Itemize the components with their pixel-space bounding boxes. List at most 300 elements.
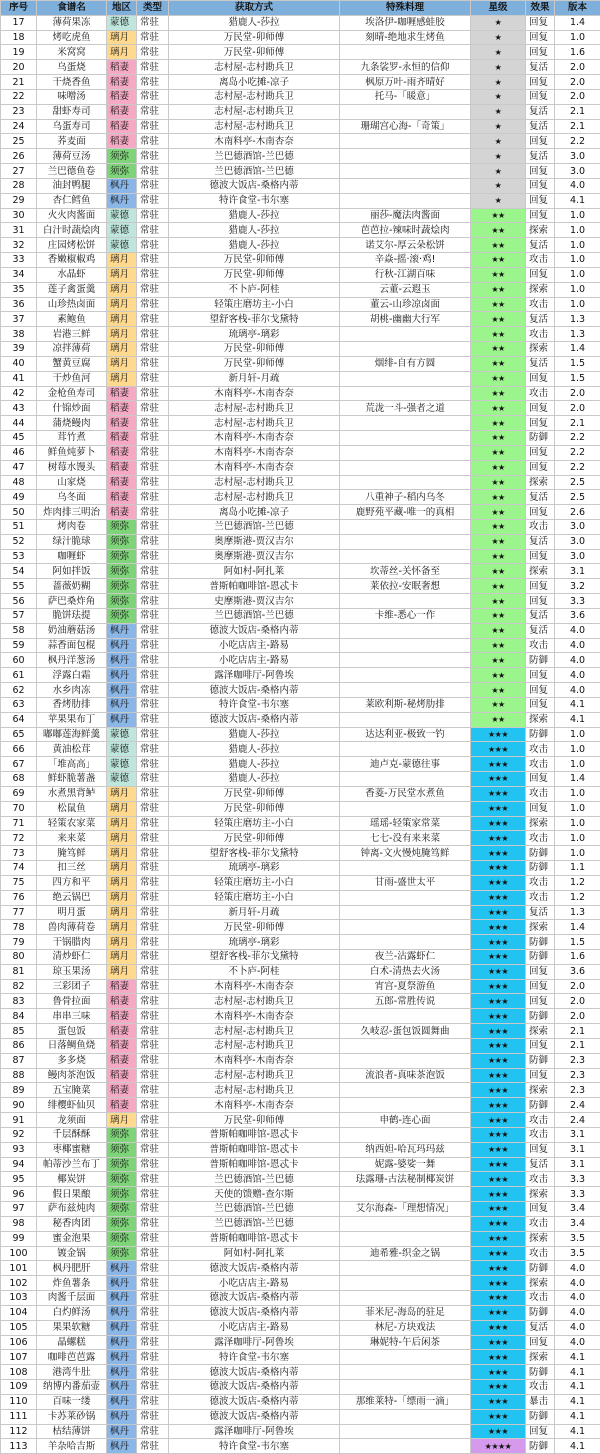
- region-cell: 稻妻: [107, 416, 137, 431]
- row-index: 69: [1, 786, 37, 801]
- table-row: [1, 1202, 600, 1217]
- effect-cell: 探索: [526, 712, 555, 727]
- source-cell: 奥摩斯港-贾汉吉尔: [169, 534, 340, 549]
- table-row: [1, 475, 600, 490]
- type-cell: 常驻: [137, 401, 169, 416]
- recipe-name: 羊杂哈吉斯: [37, 1439, 107, 1454]
- effect-cell: 回复: [526, 75, 555, 90]
- version-cell: 1.4: [555, 772, 600, 787]
- special-dish-cell: [340, 1098, 471, 1113]
- star-rating-cell: ★: [471, 119, 526, 134]
- recipe-name: 萨布兹炖肉: [37, 1202, 107, 1217]
- special-dish-cell: 达达利亚-极致一钓: [340, 727, 471, 742]
- effect-cell: 探索: [526, 920, 555, 935]
- effect-cell: 复活: [526, 1157, 555, 1172]
- star-rating-cell: ★★: [471, 534, 526, 549]
- special-dish-cell: [340, 193, 471, 208]
- type-cell: 常驻: [137, 1380, 169, 1395]
- effect-cell: 攻击: [526, 1246, 555, 1261]
- region-cell: 蒙德: [107, 15, 137, 30]
- star-rating-cell: ★★: [471, 475, 526, 490]
- special-dish-cell: [340, 416, 471, 431]
- source-cell: 万民堂-卯师傅: [169, 30, 340, 45]
- table-row: [1, 875, 600, 890]
- table-row: [1, 579, 600, 594]
- table-row: [1, 1113, 600, 1128]
- table-row: [1, 668, 600, 683]
- region-cell: 稻妻: [107, 979, 137, 994]
- special-dish-cell: [340, 1380, 471, 1395]
- type-cell: 常驻: [137, 1142, 169, 1157]
- special-dish-cell: 七七-没有来来菜: [340, 831, 471, 846]
- version-cell: 1.0: [555, 801, 600, 816]
- special-dish-cell: 申鹤-连心面: [340, 1113, 471, 1128]
- source-cell: 兰巴德酒馆-兰巴德: [169, 1202, 340, 1217]
- row-index: 77: [1, 905, 37, 920]
- table-row: [1, 831, 600, 846]
- recipe-name: 枣椰蜜糖: [37, 1142, 107, 1157]
- table-row: [1, 1350, 600, 1365]
- effect-cell: 攻击: [526, 1172, 555, 1187]
- special-dish-cell: 鹿野苑平藏-唯一的真相: [340, 505, 471, 520]
- special-dish-cell: 白术-清热去火汤: [340, 964, 471, 979]
- source-cell: 志村屋-志村勘兵卫: [169, 89, 340, 104]
- star-rating-cell: ★★: [471, 490, 526, 505]
- row-index: 101: [1, 1261, 37, 1276]
- region-cell: 稻妻: [107, 1068, 137, 1083]
- version-cell: 2.0: [555, 60, 600, 75]
- effect-cell: 攻击: [526, 386, 555, 401]
- region-cell: 枫丹: [107, 712, 137, 727]
- source-cell: 志村屋-志村勘兵卫: [169, 416, 340, 431]
- recipe-name: 薄荷果冻: [37, 15, 107, 30]
- row-index: 61: [1, 668, 37, 683]
- row-index: 70: [1, 801, 37, 816]
- type-cell: 常驻: [137, 653, 169, 668]
- type-cell: 常驻: [137, 104, 169, 119]
- type-cell: 常驻: [137, 727, 169, 742]
- recipe-name: 山珍热卤面: [37, 297, 107, 312]
- recipe-name: 鳗肉茶泡饭: [37, 1068, 107, 1083]
- recipe-name: 兰巴德鱼卷: [37, 164, 107, 179]
- source-cell: 志村屋-志村勘兵卫: [169, 475, 340, 490]
- effect-cell: 复活: [526, 104, 555, 119]
- star-rating-cell: ★★★: [471, 1113, 526, 1128]
- effect-cell: 回复: [526, 134, 555, 149]
- effect-cell: 防御: [526, 1261, 555, 1276]
- source-cell: 兰巴德酒馆-兰巴德: [169, 164, 340, 179]
- table-row: [1, 1335, 600, 1350]
- version-cell: 2.5: [555, 490, 600, 505]
- special-dish-cell: [340, 1083, 471, 1098]
- region-cell: 稻妻: [107, 431, 137, 446]
- type-cell: 常驻: [137, 1261, 169, 1276]
- special-dish-cell: 五郎-常胜传说: [340, 994, 471, 1009]
- star-rating-cell: ★★★: [471, 1038, 526, 1053]
- star-rating-cell: ★★: [471, 564, 526, 579]
- recipe-name: 镀金锅: [37, 1246, 107, 1261]
- effect-cell: 探索: [526, 1083, 555, 1098]
- source-cell: 普斯帕咖啡馆-恩忒卡: [169, 1127, 340, 1142]
- effect-cell: 回复: [526, 89, 555, 104]
- star-rating-cell: ★★: [471, 519, 526, 534]
- special-dish-cell: [340, 1276, 471, 1291]
- effect-cell: 探索: [526, 1187, 555, 1202]
- version-cell: 1.5: [555, 935, 600, 950]
- table-row: [1, 238, 600, 253]
- row-index: 89: [1, 1083, 37, 1098]
- star-rating-cell: ★★★: [471, 1068, 526, 1083]
- recipe-name: 浮露白霜: [37, 668, 107, 683]
- recipe-name: 纳博内番茄壶: [37, 1380, 107, 1395]
- star-rating-cell: ★★★: [471, 875, 526, 890]
- effect-cell: 回复: [526, 445, 555, 460]
- row-index: 41: [1, 371, 37, 386]
- effect-cell: 攻击: [526, 875, 555, 890]
- recipe-name: 味噌汤: [37, 89, 107, 104]
- row-index: 97: [1, 1202, 37, 1217]
- row-index: 76: [1, 890, 37, 905]
- special-dish-cell: 辛焱-摇·滚·鸡!: [340, 253, 471, 268]
- row-index: 44: [1, 416, 37, 431]
- table-row: [1, 1053, 600, 1068]
- version-cell: 1.0: [555, 831, 600, 846]
- star-rating-cell: ★★★: [471, 1409, 526, 1424]
- table-row: [1, 712, 600, 727]
- table-row: [1, 994, 600, 1009]
- table-row: [1, 30, 600, 45]
- special-dish-cell: 荒泷一斗-强者之道: [340, 401, 471, 416]
- special-dish-cell: 香菱-万民堂水煮鱼: [340, 786, 471, 801]
- region-cell: 枫丹: [107, 1261, 137, 1276]
- recipe-name: 轻策农家菜: [37, 816, 107, 831]
- row-index: 27: [1, 164, 37, 179]
- version-cell: 4.0: [555, 683, 600, 698]
- effect-cell: 回复: [526, 460, 555, 475]
- recipe-name: 乌蛋寿司: [37, 119, 107, 134]
- row-index: 33: [1, 253, 37, 268]
- region-cell: 璃月: [107, 45, 137, 60]
- type-cell: 常驻: [137, 638, 169, 653]
- star-rating-cell: ★★★: [471, 831, 526, 846]
- recipe-name: 树莓水馒头: [37, 460, 107, 475]
- special-dish-cell: 行秋-江湖百味: [340, 267, 471, 282]
- type-cell: 常驻: [137, 490, 169, 505]
- effect-cell: 攻击: [526, 742, 555, 757]
- effect-cell: 回复: [526, 683, 555, 698]
- table-row: [1, 801, 600, 816]
- region-cell: 璃月: [107, 920, 137, 935]
- star-rating-cell: ★★★: [471, 920, 526, 935]
- source-cell: 小吃店店主-路易: [169, 1276, 340, 1291]
- row-index: 81: [1, 964, 37, 979]
- special-dish-cell: 妮露-婆娑一舞: [340, 1157, 471, 1172]
- star-rating-cell: ★★: [471, 460, 526, 475]
- type-cell: 常驻: [137, 1009, 169, 1024]
- row-index: 95: [1, 1172, 37, 1187]
- type-cell: 常驻: [137, 579, 169, 594]
- table-row: [1, 460, 600, 475]
- type-cell: 常驻: [137, 208, 169, 223]
- type-cell: 常驻: [137, 1053, 169, 1068]
- star-rating-cell: ★★★: [471, 1261, 526, 1276]
- special-dish-cell: [340, 371, 471, 386]
- star-rating-cell: ★★: [471, 401, 526, 416]
- special-dish-cell: 烟绯-自有方圆: [340, 356, 471, 371]
- type-cell: 常驻: [137, 861, 169, 876]
- recipe-name: 岩港三鲜: [37, 327, 107, 342]
- effect-cell: 探索: [526, 342, 555, 357]
- star-rating-cell: ★★★: [471, 979, 526, 994]
- special-dish-cell: 珊瑚宫心海-「奇策」: [340, 119, 471, 134]
- table-row: [1, 445, 600, 460]
- star-rating-cell: ★★: [471, 208, 526, 223]
- source-cell: 琉璃亭-璃彩: [169, 935, 340, 950]
- special-dish-cell: 董云-山珍凉卤面: [340, 297, 471, 312]
- region-cell: 稻妻: [107, 386, 137, 401]
- effect-cell: 复活: [526, 905, 555, 920]
- effect-cell: 回复: [526, 505, 555, 520]
- source-cell: 轻策庄磨坊主-小白: [169, 890, 340, 905]
- star-rating-cell: ★★★: [471, 1231, 526, 1246]
- recipe-name: 椰炭饼: [37, 1172, 107, 1187]
- table-row: [1, 149, 600, 164]
- row-index: 82: [1, 979, 37, 994]
- table-row: [1, 1394, 600, 1409]
- star-rating-cell: ★★: [471, 342, 526, 357]
- row-index: 52: [1, 534, 37, 549]
- region-cell: 璃月: [107, 846, 137, 861]
- table-row: [1, 75, 600, 90]
- table-row: [1, 816, 600, 831]
- region-cell: 枫丹: [107, 1335, 137, 1350]
- effect-cell: 攻击: [526, 1113, 555, 1128]
- type-cell: 常驻: [137, 772, 169, 787]
- table-row: [1, 757, 600, 772]
- region-cell: 枫丹: [107, 193, 137, 208]
- star-rating-cell: ★★★: [471, 1365, 526, 1380]
- row-index: 98: [1, 1216, 37, 1231]
- star-rating-cell: ★★★: [471, 742, 526, 757]
- effect-cell: 回复: [526, 1068, 555, 1083]
- table-row: [1, 45, 600, 60]
- source-cell: 志村屋-志村勘兵卫: [169, 104, 340, 119]
- row-index: 54: [1, 564, 37, 579]
- source-cell: 猎鹿人-莎拉: [169, 757, 340, 772]
- source-cell: 德波大饭店-桑格内蒂: [169, 683, 340, 698]
- recipe-name: 咖啡芭芭露: [37, 1350, 107, 1365]
- row-index: 88: [1, 1068, 37, 1083]
- special-dish-cell: 丽莎-魔法肉酱面: [340, 208, 471, 223]
- row-index: 38: [1, 327, 37, 342]
- table-row: [1, 727, 600, 742]
- special-dish-cell: [340, 431, 471, 446]
- table-row: [1, 653, 600, 668]
- type-cell: 常驻: [137, 1113, 169, 1128]
- region-cell: 枫丹: [107, 1424, 137, 1439]
- special-dish-cell: [340, 445, 471, 460]
- special-dish-cell: 埃洛伊-咖喱感蛙胶: [340, 15, 471, 30]
- source-cell: 万民堂-卯师傅: [169, 342, 340, 357]
- version-cell: 4.0: [555, 653, 600, 668]
- special-dish-cell: [340, 1216, 471, 1231]
- type-cell: 常驻: [137, 816, 169, 831]
- recipe-name: 「堆高高」: [37, 757, 107, 772]
- region-cell: 稻妻: [107, 460, 137, 475]
- type-cell: 常驻: [137, 564, 169, 579]
- special-dish-cell: 纳西妲-哈瓦玛玛兹: [340, 1142, 471, 1157]
- recipe-name: 假日果酿: [37, 1187, 107, 1202]
- region-cell: 须弥: [107, 1202, 137, 1217]
- effect-cell: 探索: [526, 1024, 555, 1039]
- star-rating-cell: ★: [471, 60, 526, 75]
- effect-cell: 复活: [526, 119, 555, 134]
- recipe-name: 香烤肋排: [37, 697, 107, 712]
- version-cell: 1.5: [555, 356, 600, 371]
- star-rating-cell: ★: [471, 193, 526, 208]
- special-dish-cell: [340, 164, 471, 179]
- source-cell: 德波大饭店-桑格内蒂: [169, 1409, 340, 1424]
- source-cell: 兰巴德酒馆-兰巴德: [169, 608, 340, 623]
- type-cell: 常驻: [137, 149, 169, 164]
- star-rating-cell: ★★: [471, 638, 526, 653]
- region-cell: 枫丹: [107, 653, 137, 668]
- effect-cell: 攻击: [526, 327, 555, 342]
- version-cell: 3.0: [555, 164, 600, 179]
- star-rating-cell: ★★★: [471, 861, 526, 876]
- effect-cell: 防御: [526, 846, 555, 861]
- recipe-name: 干炒鱼河: [37, 371, 107, 386]
- recipe-name: 莲子禽蛋羹: [37, 282, 107, 297]
- version-cell: 2.5: [555, 475, 600, 490]
- type-cell: 常驻: [137, 757, 169, 772]
- table-row: [1, 861, 600, 876]
- recipe-name: 蜜金泡果: [37, 1231, 107, 1246]
- type-cell: 常驻: [137, 134, 169, 149]
- effect-cell: 防御: [526, 1098, 555, 1113]
- recipe-name: 凉拌薄荷: [37, 342, 107, 357]
- region-cell: 须弥: [107, 1142, 137, 1157]
- special-dish-cell: 诺艾尔-厚云朵松饼: [340, 238, 471, 253]
- special-dish-cell: [340, 134, 471, 149]
- star-rating-cell: ★★★: [471, 1024, 526, 1039]
- recipe-name: 五宝腌菜: [37, 1083, 107, 1098]
- effect-cell: 复活: [526, 312, 555, 327]
- table-row: [1, 786, 600, 801]
- table-row: [1, 416, 600, 431]
- row-index: 50: [1, 505, 37, 520]
- row-index: 25: [1, 134, 37, 149]
- source-cell: 万民堂-卯师傅: [169, 786, 340, 801]
- table-row: [1, 1276, 600, 1291]
- region-cell: 璃月: [107, 267, 137, 282]
- source-cell: 志村屋-志村勘兵卫: [169, 1038, 340, 1053]
- type-cell: 常驻: [137, 1083, 169, 1098]
- effect-cell: 复活: [526, 608, 555, 623]
- special-dish-cell: [340, 935, 471, 950]
- row-index: 18: [1, 30, 37, 45]
- table-row: [1, 223, 600, 238]
- row-index: 26: [1, 149, 37, 164]
- source-cell: 望舒客栈-菲尔戈黛特: [169, 950, 340, 965]
- recipe-name: 烤肉卷: [37, 519, 107, 534]
- recipe-name: 松鼠鱼: [37, 801, 107, 816]
- row-index: 20: [1, 60, 37, 75]
- source-cell: 猎鹿人-莎拉: [169, 772, 340, 787]
- type-cell: 常驻: [137, 875, 169, 890]
- source-cell: 德波大饭店-桑格内蒂: [169, 1291, 340, 1306]
- region-cell: 须弥: [107, 1231, 137, 1246]
- row-index: 73: [1, 846, 37, 861]
- row-index: 40: [1, 356, 37, 371]
- recipe-name: 薄荷豆汤: [37, 149, 107, 164]
- version-cell: 1.2: [555, 890, 600, 905]
- type-cell: 常驻: [137, 15, 169, 30]
- version-cell: 3.6: [555, 608, 600, 623]
- version-cell: 2.1: [555, 416, 600, 431]
- star-rating-cell: ★★: [471, 312, 526, 327]
- recipe-name: 日落鲷鱼烧: [37, 1038, 107, 1053]
- table-row: [1, 253, 600, 268]
- recipe-name: 干烧香鱼: [37, 75, 107, 90]
- region-cell: 枫丹: [107, 1380, 137, 1395]
- star-rating-cell: ★★★: [471, 772, 526, 787]
- effect-cell: 回复: [526, 15, 555, 30]
- version-cell: 3.1: [555, 1157, 600, 1172]
- star-rating-cell: ★★★: [471, 1083, 526, 1098]
- region-cell: 璃月: [107, 816, 137, 831]
- effect-cell: 防御: [526, 431, 555, 446]
- region-cell: 须弥: [107, 164, 137, 179]
- type-cell: 常驻: [137, 1350, 169, 1365]
- recipe-name: 秘香肉团: [37, 1216, 107, 1231]
- effect-cell: 攻击: [526, 786, 555, 801]
- version-cell: 2.1: [555, 1024, 600, 1039]
- region-cell: 枫丹: [107, 1276, 137, 1291]
- row-index: 71: [1, 816, 37, 831]
- version-cell: 4.1: [555, 1365, 600, 1380]
- recipe-name: 水乡肉冻: [37, 683, 107, 698]
- version-cell: 1.2: [555, 875, 600, 890]
- row-index: 57: [1, 608, 37, 623]
- row-index: 24: [1, 119, 37, 134]
- recipe-name: 火火肉酱面: [37, 208, 107, 223]
- table-row: [1, 1098, 600, 1113]
- effect-cell: 回复: [526, 697, 555, 712]
- version-cell: 2.0: [555, 994, 600, 1009]
- table-row: [1, 623, 600, 638]
- star-rating-cell: ★★: [471, 238, 526, 253]
- special-dish-cell: [340, 342, 471, 357]
- version-cell: 4.0: [555, 638, 600, 653]
- special-dish-cell: [340, 890, 471, 905]
- star-rating-cell: ★: [471, 134, 526, 149]
- source-cell: 特许食堂-韦尔塞: [169, 1439, 340, 1454]
- row-index: 53: [1, 549, 37, 564]
- effect-cell: 复活: [526, 60, 555, 75]
- effect-cell: 探索: [526, 1276, 555, 1291]
- recipe-name: 甜虾寿司: [37, 104, 107, 119]
- star-rating-cell: ★★: [471, 697, 526, 712]
- version-cell: 4.1: [555, 1424, 600, 1439]
- recipe-name: 港湾牛肚: [37, 1365, 107, 1380]
- special-dish-cell: 珐露珊-古法秘制椰炭饼: [340, 1172, 471, 1187]
- special-dish-cell: 琳妮特-午后闲茶: [340, 1335, 471, 1350]
- recipe-name: 串串三味: [37, 1009, 107, 1024]
- row-index: 32: [1, 238, 37, 253]
- region-cell: 须弥: [107, 594, 137, 609]
- table-row: [1, 594, 600, 609]
